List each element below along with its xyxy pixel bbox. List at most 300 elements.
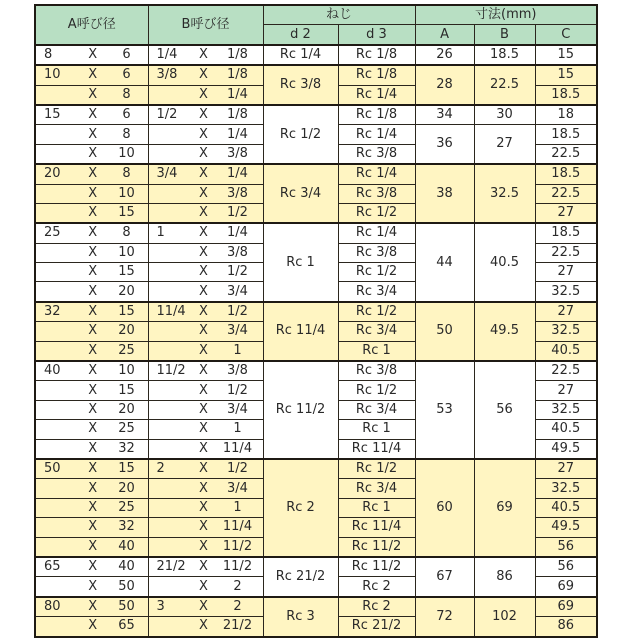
b-size <box>157 126 189 144</box>
a-size: 25 <box>44 225 61 241</box>
a-branch-size: 25 <box>118 342 135 358</box>
times-sign: X <box>88 244 98 260</box>
times-sign: X <box>199 264 208 280</box>
dim-c-cell: 22.5 <box>535 184 597 203</box>
a-size <box>44 342 74 360</box>
dim-c-cell: 69 <box>535 597 597 617</box>
b-nominal-cell <box>148 381 263 400</box>
times-sign: X <box>199 244 208 260</box>
b-nominal-cell <box>148 65 263 85</box>
a-branch-size: 8 <box>122 86 131 102</box>
d3-thread-cell: Rc 1/4 <box>338 85 415 105</box>
dim-a-cell: 50 <box>415 302 474 361</box>
a-nominal-cell <box>35 420 148 439</box>
b-nominal-cell <box>148 282 263 302</box>
b-nominal-cell <box>148 203 263 223</box>
times-sign: X <box>88 440 98 456</box>
a-branch-size: 32 <box>118 440 135 456</box>
d3-thread-cell: Rc 3/8 <box>338 243 415 262</box>
d2-thread-cell: Rc 11/4 <box>263 302 338 361</box>
times-sign: X <box>199 363 208 379</box>
a-size <box>44 126 74 144</box>
a-branch-size: 15 <box>118 205 135 221</box>
b-size: 1/2 <box>156 107 178 123</box>
dim-c-cell: 86 <box>535 617 597 637</box>
a-branch-size: 15 <box>118 264 135 280</box>
b-branch-size: 3/4 <box>227 283 248 299</box>
b-size <box>157 499 189 517</box>
table-row <box>35 597 597 617</box>
b-branch-size: 21/2 <box>222 618 253 634</box>
b-nominal-cell <box>148 617 263 637</box>
times-sign: X <box>88 578 98 594</box>
a-nominal-cell <box>35 164 148 184</box>
b-branch-size: 1/8 <box>227 46 248 62</box>
a-branch-size: 32 <box>118 519 135 535</box>
dim-b-cell: 86 <box>474 557 535 597</box>
dim-c-cell: 32.5 <box>535 322 597 341</box>
a-size <box>44 518 74 536</box>
times-sign: X <box>88 363 98 379</box>
times-sign: X <box>199 461 208 477</box>
times-sign: X <box>88 538 98 554</box>
dim-c-cell: 32.5 <box>535 282 597 302</box>
a-nominal-cell <box>35 479 148 498</box>
dim-c-cell: 27 <box>535 263 597 282</box>
times-sign: X <box>199 67 208 83</box>
dim-c-cell: 18.5 <box>535 85 597 105</box>
b-nominal-cell <box>148 341 263 361</box>
a-nominal-cell <box>35 439 148 459</box>
times-sign: X <box>199 185 208 201</box>
times-sign: X <box>199 166 208 182</box>
table-row <box>35 164 597 184</box>
times-sign: X <box>199 86 208 102</box>
b-nominal-cell <box>148 45 263 65</box>
a-size <box>44 499 74 517</box>
times-sign: X <box>199 205 208 221</box>
times-sign: X <box>199 519 208 535</box>
table-row <box>35 223 597 243</box>
dim-c-cell: 27 <box>535 459 597 479</box>
dim-b-cell: 49.5 <box>474 302 535 361</box>
d3-thread-cell: Rc 2 <box>338 597 415 617</box>
d2-thread-cell: Rc 1/4 <box>263 45 338 65</box>
b-nominal-cell <box>148 223 263 243</box>
d2-thread-cell: Rc 3 <box>263 597 338 637</box>
d3-thread-cell: Rc 1/2 <box>338 459 415 479</box>
b-nominal-cell <box>148 85 263 105</box>
dim-c-cell: 49.5 <box>535 439 597 459</box>
b-size <box>157 480 189 498</box>
b-size <box>157 440 189 458</box>
b-size <box>157 401 189 419</box>
b-size <box>157 244 189 262</box>
times-sign: X <box>88 618 98 634</box>
a-size <box>44 382 74 400</box>
b-nominal-cell <box>148 597 263 617</box>
a-nominal-cell <box>35 184 148 203</box>
dim-a-cell: 28 <box>415 65 474 105</box>
times-sign: X <box>88 107 98 123</box>
a-size <box>44 617 74 635</box>
a-size <box>44 420 74 438</box>
b-nominal-cell <box>148 243 263 262</box>
b-branch-size: 3/8 <box>227 185 248 201</box>
a-size: 32 <box>44 304 61 320</box>
a-nominal-cell <box>35 263 148 282</box>
dim-a-cell: 60 <box>415 459 474 557</box>
d3-thread-cell: Rc 11/4 <box>338 518 415 537</box>
a-size: 8 <box>44 46 53 62</box>
times-sign: X <box>88 205 98 221</box>
dim-b-cell: 32.5 <box>474 164 535 223</box>
dim-a-cell: 72 <box>415 597 474 637</box>
a-nominal-cell <box>35 518 148 537</box>
a-size: 15 <box>44 107 61 123</box>
b-branch-size: 1/2 <box>227 264 248 280</box>
d2-thread-cell: Rc 1 <box>263 223 338 302</box>
times-sign: X <box>199 499 208 515</box>
b-branch-size: 1/2 <box>227 304 248 320</box>
b-branch-size: 11/2 <box>222 559 253 575</box>
d3-thread-cell: Rc 1/2 <box>338 203 415 223</box>
d3-thread-cell: Rc 3/8 <box>338 144 415 164</box>
dim-c-cell: 18 <box>535 105 597 125</box>
a-branch-size: 8 <box>122 126 131 142</box>
a-branch-size: 40 <box>118 538 135 554</box>
a-size <box>44 185 74 203</box>
d3-thread-cell: Rc 21/2 <box>338 617 415 637</box>
b-size <box>157 617 189 635</box>
a-branch-size: 15 <box>118 304 135 320</box>
dim-c-cell: 27 <box>535 302 597 322</box>
d3-thread-cell: Rc 1 <box>338 341 415 361</box>
a-size <box>44 145 74 163</box>
dim-c-cell: 18.5 <box>535 164 597 184</box>
b-nominal-cell <box>148 263 263 282</box>
a-nominal-cell <box>35 65 148 85</box>
header-dimensions-group: 寸法(mm) <box>415 5 597 25</box>
times-sign: X <box>199 323 208 339</box>
b-nominal-cell <box>148 322 263 341</box>
a-branch-size: 6 <box>122 107 131 123</box>
b-nominal-cell <box>148 400 263 419</box>
header-dim-c: C <box>535 25 597 45</box>
dim-c-cell: 18.5 <box>535 125 597 144</box>
b-size <box>157 322 189 340</box>
dim-c-cell: 40.5 <box>535 420 597 439</box>
dim-c-cell: 40.5 <box>535 498 597 517</box>
dim-c-cell: 56 <box>535 537 597 557</box>
d3-thread-cell: Rc 1/4 <box>338 223 415 243</box>
d3-thread-cell: Rc 1/2 <box>338 302 415 322</box>
times-sign: X <box>199 145 208 161</box>
times-sign: X <box>88 402 98 417</box>
a-size: 50 <box>44 461 61 477</box>
dim-a-cell: 36 <box>415 125 474 164</box>
a-size <box>44 244 74 262</box>
b-branch-size: 1/8 <box>227 67 248 83</box>
times-sign: X <box>199 225 208 241</box>
a-nominal-cell <box>35 125 148 144</box>
b-nominal-cell <box>148 184 263 203</box>
b-nominal-cell <box>148 537 263 557</box>
dim-b-cell: 102 <box>474 597 535 637</box>
a-branch-size: 50 <box>118 578 135 594</box>
times-sign: X <box>199 107 208 123</box>
b-size: 2 <box>156 461 165 477</box>
d3-thread-cell: Rc 3/4 <box>338 479 415 498</box>
b-nominal-cell <box>148 439 263 459</box>
times-sign: X <box>88 342 98 358</box>
dim-a-cell: 44 <box>415 223 474 302</box>
dim-c-cell: 27 <box>535 203 597 223</box>
b-branch-size: 1/4 <box>227 166 248 182</box>
times-sign: X <box>88 499 98 515</box>
a-branch-size: 40 <box>118 559 135 575</box>
times-sign: X <box>88 283 98 299</box>
times-sign: X <box>88 382 98 398</box>
times-sign: X <box>88 225 98 241</box>
a-size: 10 <box>44 67 61 83</box>
times-sign: X <box>88 166 98 182</box>
dim-b-cell: 69 <box>474 459 535 557</box>
b-size <box>157 185 189 203</box>
times-sign: X <box>199 618 208 634</box>
a-nominal-cell <box>35 381 148 400</box>
d3-thread-cell: Rc 3/8 <box>338 361 415 381</box>
a-size <box>44 440 74 458</box>
a-size <box>44 263 74 281</box>
d2-thread-cell: Rc 3/4 <box>263 164 338 223</box>
d3-thread-cell: Rc 1/2 <box>338 381 415 400</box>
b-branch-size: 1/4 <box>227 126 248 142</box>
b-nominal-cell <box>148 557 263 577</box>
b-size: 1 <box>156 225 165 241</box>
header-d3: d 3 <box>338 25 415 45</box>
b-size <box>157 382 189 400</box>
b-size: 1/4 <box>156 46 178 62</box>
d3-thread-cell: Rc 1/2 <box>338 263 415 282</box>
b-branch-size: 1/2 <box>227 382 248 398</box>
d3-thread-cell: Rc 1/8 <box>338 45 415 65</box>
a-nominal-cell <box>35 105 148 125</box>
d3-thread-cell: Rc 3/8 <box>338 184 415 203</box>
a-branch-size: 15 <box>118 382 135 398</box>
b-size <box>157 145 189 163</box>
a-nominal-cell <box>35 85 148 105</box>
times-sign: X <box>88 264 98 280</box>
b-branch-size: 1/2 <box>227 461 248 477</box>
a-size: 20 <box>44 166 61 182</box>
times-sign: X <box>199 402 208 417</box>
b-branch-size: 11/4 <box>222 519 253 535</box>
a-nominal-cell <box>35 537 148 557</box>
d3-thread-cell: Rc 1/8 <box>338 65 415 85</box>
d3-thread-cell: Rc 11/2 <box>338 557 415 577</box>
times-sign: X <box>199 578 208 594</box>
a-branch-size: 15 <box>118 461 135 477</box>
reducer-dimension-table <box>34 4 598 638</box>
b-branch-size: 3/4 <box>227 480 248 496</box>
times-sign: X <box>88 126 98 142</box>
table-row <box>35 45 597 65</box>
a-nominal-cell <box>35 400 148 419</box>
dim-c-cell: 69 <box>535 577 597 597</box>
b-size: 11/2 <box>156 363 186 379</box>
times-sign: X <box>88 304 98 320</box>
times-sign: X <box>199 421 208 437</box>
dim-c-cell: 32.5 <box>535 479 597 498</box>
b-branch-size: 1 <box>233 499 242 515</box>
header-thread-group: ねじ <box>263 5 415 25</box>
times-sign: X <box>88 559 98 575</box>
a-branch-size: 10 <box>118 244 135 260</box>
b-size <box>157 204 189 222</box>
times-sign: X <box>88 185 98 201</box>
b-branch-size: 1 <box>233 421 242 437</box>
table-body <box>35 45 597 637</box>
b-size: 3/4 <box>156 166 178 182</box>
a-nominal-cell <box>35 498 148 517</box>
times-sign: X <box>88 461 98 477</box>
a-branch-size: 8 <box>122 166 131 182</box>
b-nominal-cell <box>148 498 263 517</box>
dim-b-cell: 22.5 <box>474 65 535 105</box>
times-sign: X <box>88 67 98 83</box>
a-branch-size: 25 <box>118 499 135 515</box>
table-row <box>35 105 597 125</box>
d2-thread-cell: Rc 1/2 <box>263 105 338 164</box>
b-branch-size: 1/4 <box>227 225 248 241</box>
b-size: 11/4 <box>156 304 186 320</box>
a-size: 80 <box>44 598 61 614</box>
b-size <box>157 283 189 301</box>
a-size <box>44 86 74 104</box>
a-nominal-cell <box>35 597 148 617</box>
dim-c-cell: 32.5 <box>535 400 597 419</box>
a-branch-size: 20 <box>118 480 135 496</box>
times-sign: X <box>199 304 208 320</box>
table-row <box>35 361 597 381</box>
dim-a-cell: 38 <box>415 164 474 223</box>
b-nominal-cell <box>148 459 263 479</box>
a-nominal-cell <box>35 302 148 322</box>
d3-thread-cell: Rc 11/2 <box>338 537 415 557</box>
a-branch-size: 65 <box>118 618 135 634</box>
dim-c-cell: 22.5 <box>535 144 597 164</box>
b-size: 3 <box>156 598 165 614</box>
times-sign: X <box>88 323 98 339</box>
times-sign: X <box>199 46 208 62</box>
b-branch-size: 1 <box>233 342 242 358</box>
b-nominal-cell <box>148 302 263 322</box>
b-branch-size: 3/8 <box>227 244 248 260</box>
dim-c-cell: 27 <box>535 381 597 400</box>
dim-c-cell: 22.5 <box>535 243 597 262</box>
d2-thread-cell: Rc 21/2 <box>263 557 338 597</box>
header-b-nominal: B呼び径 <box>148 5 263 45</box>
a-branch-size: 8 <box>122 225 131 241</box>
times-sign: X <box>88 46 98 62</box>
d2-thread-cell: Rc 11/2 <box>263 361 338 459</box>
b-branch-size: 3/8 <box>227 145 248 161</box>
dim-c-cell: 56 <box>535 557 597 577</box>
b-branch-size: 3/8 <box>227 363 248 379</box>
dim-b-cell: 30 <box>474 105 535 125</box>
b-size: 3/8 <box>156 67 178 83</box>
a-branch-size: 50 <box>118 598 135 614</box>
times-sign: X <box>199 283 208 299</box>
header-dim-a: A <box>415 25 474 45</box>
b-nominal-cell <box>148 420 263 439</box>
d3-thread-cell: Rc 2 <box>338 577 415 597</box>
d3-thread-cell: Rc 1/4 <box>338 164 415 184</box>
a-nominal-cell <box>35 203 148 223</box>
b-nominal-cell <box>148 518 263 537</box>
b-nominal-cell <box>148 361 263 381</box>
table-row <box>35 459 597 479</box>
a-nominal-cell <box>35 223 148 243</box>
a-size <box>44 283 74 301</box>
a-branch-size: 10 <box>118 185 135 201</box>
times-sign: X <box>88 598 98 614</box>
d3-thread-cell: Rc 3/4 <box>338 400 415 419</box>
a-nominal-cell <box>35 617 148 637</box>
dim-b-cell: 56 <box>474 361 535 459</box>
times-sign: X <box>199 538 208 554</box>
a-size <box>44 204 74 222</box>
b-branch-size: 2 <box>233 578 242 594</box>
table-row <box>35 302 597 322</box>
a-branch-size: 20 <box>118 283 135 299</box>
b-branch-size: 3/4 <box>227 402 248 417</box>
a-size <box>44 578 74 596</box>
b-nominal-cell <box>148 164 263 184</box>
times-sign: X <box>88 480 98 496</box>
dim-b-cell: 18.5 <box>474 45 535 65</box>
a-size <box>44 480 74 498</box>
d3-thread-cell: Rc 3/4 <box>338 282 415 302</box>
times-sign: X <box>199 440 208 456</box>
a-nominal-cell <box>35 243 148 262</box>
d3-thread-cell: Rc 1/4 <box>338 125 415 144</box>
a-size <box>44 538 74 556</box>
header-dim-b: B <box>474 25 535 45</box>
b-branch-size: 1/4 <box>227 86 248 102</box>
a-size <box>44 322 74 340</box>
b-size <box>157 342 189 360</box>
b-nominal-cell <box>148 479 263 498</box>
a-nominal-cell <box>35 282 148 302</box>
a-branch-size: 20 <box>118 323 135 339</box>
times-sign: X <box>199 382 208 398</box>
b-size <box>157 538 189 556</box>
dim-b-cell: 27 <box>474 125 535 164</box>
a-nominal-cell <box>35 341 148 361</box>
header-d2: d 2 <box>263 25 338 45</box>
a-nominal-cell <box>35 577 148 597</box>
dim-a-cell: 34 <box>415 105 474 125</box>
table-row <box>35 65 597 85</box>
a-branch-size: 6 <box>122 46 131 62</box>
a-size: 65 <box>44 559 61 575</box>
dim-c-cell: 15 <box>535 45 597 65</box>
b-branch-size: 11/2 <box>222 538 253 554</box>
dim-a-cell: 53 <box>415 361 474 459</box>
d3-thread-cell: Rc 3/4 <box>338 322 415 341</box>
